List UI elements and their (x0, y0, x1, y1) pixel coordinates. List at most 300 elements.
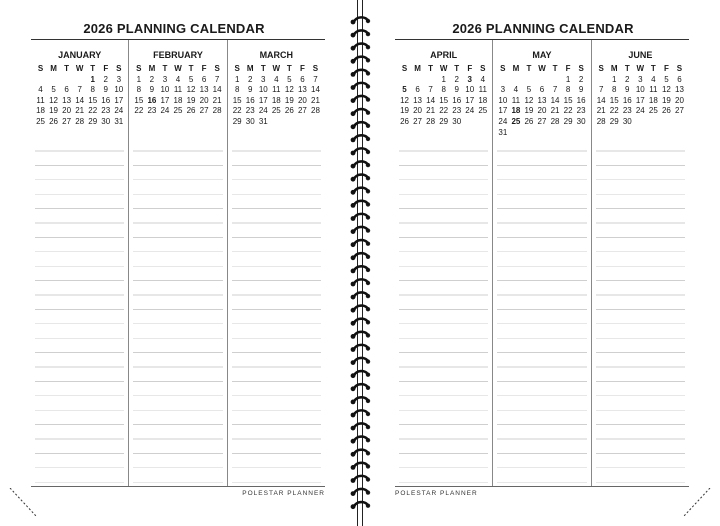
day-of-week-label: T (650, 64, 656, 73)
day-of-week-label: W (439, 64, 448, 73)
binding-coil (351, 227, 371, 234)
day-cell[interactable]: 10 (635, 85, 645, 95)
day-of-week-label: T (162, 64, 168, 73)
day-cell[interactable]: 14 (550, 95, 560, 105)
day-cell[interactable]: 14 (75, 95, 85, 105)
day-of-week-label: T (526, 64, 532, 73)
day-cell[interactable]: 16 (245, 95, 255, 105)
day-cell[interactable]: 21 (75, 106, 85, 116)
day-cell[interactable]: 11 (36, 95, 45, 105)
month-column-2 (128, 40, 226, 486)
day-cell[interactable]: 24 (498, 116, 508, 126)
day-cell[interactable]: 2 (625, 74, 630, 84)
day-cell[interactable]: 20 (537, 106, 547, 116)
day-of-week-label: T (454, 64, 460, 73)
binding-coil (351, 44, 371, 51)
day-cell[interactable]: 20 (297, 95, 307, 105)
binding-coil (351, 240, 371, 247)
day-cell[interactable]: 11 (173, 85, 183, 95)
day-cell[interactable]: 5 (402, 85, 407, 95)
day-of-week-label: T (552, 64, 558, 73)
day-cell[interactable]: 27 (537, 116, 547, 126)
day-cell[interactable]: 16 (622, 95, 632, 105)
day-cell[interactable]: 24 (258, 106, 268, 116)
day-cell[interactable]: 1 (441, 74, 446, 84)
page-title: 2026 PLANNING CALENDAR (83, 21, 265, 36)
empty-day-cell (535, 75, 548, 86)
day-cell[interactable]: 10 (465, 85, 475, 95)
day-cell[interactable]: 1 (234, 74, 240, 84)
day-cell[interactable]: 15 (439, 95, 449, 105)
binding-coil (351, 214, 371, 221)
day-cell[interactable]: 15 (88, 95, 98, 105)
day-cell[interactable]: 30 (622, 116, 632, 126)
day-cell[interactable]: 1 (136, 74, 142, 84)
mini-calendar (493, 64, 590, 138)
day-cell[interactable]: 10 (160, 85, 170, 95)
day-cell[interactable]: 4 (480, 74, 486, 84)
empty-day-cell (496, 75, 509, 86)
day-cell[interactable]: 15 (563, 95, 573, 105)
day-of-week-label: M (148, 64, 156, 73)
empty-day-cell (522, 75, 535, 86)
day-cell[interactable]: 30 (245, 116, 255, 126)
day-cell[interactable]: 3 (638, 74, 643, 84)
day-cell[interactable]: 23 (245, 106, 255, 116)
day-cell[interactable]: 24 (635, 106, 645, 116)
day-cell[interactable]: 31 (498, 127, 508, 137)
writing-lines[interactable] (399, 137, 488, 486)
month-name: JUNE (628, 50, 653, 60)
month-column-3 (227, 40, 325, 486)
day-cell[interactable]: 20 (413, 106, 423, 116)
day-of-week-label: F (467, 64, 473, 73)
month-column-4 (395, 40, 492, 486)
day-cell[interactable]: 14 (426, 95, 436, 105)
day-cell[interactable]: 5 (51, 85, 56, 95)
day-of-week-label: T (188, 64, 194, 73)
day-cell[interactable]: 8 (441, 85, 446, 95)
day-cell[interactable]: 21 (426, 106, 436, 116)
day-cell[interactable]: 14 (596, 95, 606, 105)
day-cell[interactable]: 6 (539, 85, 545, 95)
day-cell[interactable]: 28 (212, 106, 222, 116)
day-of-week-label: W (174, 64, 182, 73)
empty-day-cell (595, 75, 608, 86)
bottom-rule (395, 486, 689, 487)
day-cell[interactable]: 31 (258, 116, 268, 126)
day-cell[interactable]: 7 (552, 85, 558, 95)
binding-coil (351, 70, 371, 77)
day-cell[interactable]: 18 (511, 106, 521, 116)
day-cell[interactable]: 6 (677, 74, 682, 84)
day-of-week-label: M (414, 64, 421, 73)
day-cell[interactable]: 8 (234, 85, 240, 95)
binding-coil (351, 148, 371, 155)
writing-lines[interactable] (35, 137, 124, 486)
day-cell[interactable]: 9 (625, 85, 630, 95)
day-cell[interactable]: 20 (199, 95, 209, 105)
day-of-week-label: F (299, 64, 305, 73)
day-of-week-label: S (312, 64, 319, 73)
binding-coil (351, 463, 371, 470)
binding-coil (351, 279, 371, 286)
day-cell[interactable]: 17 (465, 95, 475, 105)
day-cell[interactable]: 7 (214, 74, 220, 84)
day-cell[interactable]: 18 (648, 95, 658, 105)
day-of-week-label: S (676, 64, 683, 73)
day-cell[interactable]: 3 (500, 85, 506, 95)
day-cell[interactable]: 29 (609, 116, 619, 126)
mini-calendar (395, 64, 492, 128)
day-of-week-label: F (103, 64, 109, 73)
day-cell[interactable]: 5 (664, 74, 669, 84)
day-cell[interactable]: 28 (550, 116, 560, 126)
day-of-week-label: S (598, 64, 604, 73)
day-cell[interactable]: 11 (272, 85, 281, 95)
day-cell[interactable]: 16 (101, 95, 111, 105)
day-cell[interactable]: 5 (526, 85, 532, 95)
day-cell[interactable]: 14 (212, 85, 222, 95)
day-cell[interactable]: 9 (103, 85, 108, 95)
day-cell[interactable]: 2 (248, 74, 253, 84)
day-cell[interactable]: 13 (413, 95, 423, 105)
day-of-week-label: S (136, 64, 142, 73)
day-of-week-label: T (90, 64, 96, 73)
day-cell[interactable]: 8 (565, 85, 571, 95)
month-column-6 (591, 40, 689, 486)
day-cell[interactable]: 9 (578, 85, 584, 95)
day-of-week-label: S (500, 64, 506, 73)
day-of-week-label: T (64, 64, 70, 73)
day-cell[interactable]: 13 (297, 85, 307, 95)
binding-coil (351, 30, 371, 37)
day-cell[interactable]: 22 (232, 106, 242, 116)
day-cell[interactable]: 15 (232, 95, 242, 105)
day-of-week-label: W (636, 64, 645, 73)
day-cell[interactable]: 26 (49, 116, 59, 126)
day-cell[interactable]: 7 (77, 85, 82, 95)
day-cell[interactable]: 3 (162, 74, 168, 84)
day-cell[interactable]: 17 (114, 95, 124, 105)
day-cell[interactable]: 28 (596, 116, 606, 126)
day-cell[interactable]: 7 (598, 85, 604, 95)
day-cell[interactable]: 21 (212, 95, 222, 105)
day-cell[interactable]: 1 (565, 74, 571, 84)
day-cell[interactable]: 15 (134, 95, 144, 105)
binding-coil (351, 306, 371, 313)
day-cell[interactable]: 28 (311, 106, 320, 116)
binding-coil (351, 292, 371, 299)
day-cell[interactable]: 24 (465, 106, 475, 116)
day-cell[interactable]: 19 (400, 106, 409, 116)
day-cell[interactable]: 13 (62, 95, 72, 105)
day-of-week-label: F (565, 64, 571, 73)
day-cell[interactable]: 24 (114, 106, 124, 116)
day-cell[interactable]: 26 (284, 106, 294, 116)
binding-coil (351, 410, 371, 417)
day-cell[interactable]: 30 (576, 116, 586, 126)
day-cell[interactable]: 12 (661, 85, 671, 95)
day-cell[interactable]: 29 (232, 116, 242, 126)
binding-coil (351, 345, 371, 352)
day-cell[interactable]: 19 (186, 95, 196, 105)
day-cell[interactable]: 9 (454, 85, 459, 95)
day-cell[interactable]: 18 (478, 95, 488, 105)
writing-lines[interactable] (497, 137, 586, 486)
binding-coil (351, 397, 371, 404)
day-cell[interactable]: 28 (75, 116, 85, 126)
month-name: APRIL (430, 50, 458, 60)
month-columns (395, 40, 689, 486)
page-title: 2026 PLANNING CALENDAR (452, 21, 634, 36)
day-cell[interactable]: 29 (563, 116, 573, 126)
day-cell[interactable]: 7 (313, 74, 318, 84)
day-of-week-label: M (246, 64, 254, 73)
day-cell[interactable]: 25 (173, 106, 183, 116)
day-cell[interactable]: 20 (62, 106, 72, 116)
day-cell[interactable]: 12 (186, 85, 196, 95)
day-cell[interactable]: 29 (88, 116, 98, 126)
day-cell[interactable]: 10 (498, 95, 508, 105)
day-cell[interactable]: 16 (147, 95, 157, 105)
day-cell[interactable]: 12 (400, 95, 409, 105)
day-cell[interactable]: 25 (36, 116, 45, 126)
day-cell[interactable]: 3 (261, 74, 266, 84)
day-cell[interactable]: 3 (467, 74, 472, 84)
day-cell[interactable]: 16 (576, 95, 586, 105)
day-cell[interactable]: 22 (563, 106, 573, 116)
day-cell[interactable]: 20 (675, 95, 684, 105)
day-cell[interactable]: 26 (524, 116, 534, 126)
day-cell[interactable]: 8 (136, 85, 142, 95)
day-cell[interactable]: 22 (439, 106, 449, 116)
mini-calendar (228, 64, 325, 128)
month-name: MAY (532, 50, 552, 60)
writing-lines[interactable] (232, 137, 321, 486)
empty-day-cell (34, 75, 47, 86)
day-of-week-label: W (538, 64, 546, 73)
binding-coil (351, 371, 371, 378)
day-cell[interactable]: 21 (311, 95, 320, 105)
day-cell[interactable]: 25 (271, 106, 281, 116)
empty-day-cell (549, 75, 562, 86)
binding-coil (351, 319, 371, 326)
day-cell[interactable]: 27 (62, 116, 72, 126)
month-column-5 (492, 40, 590, 486)
day-of-week-label: T (286, 64, 292, 73)
day-cell[interactable]: 22 (88, 106, 98, 116)
day-cell[interactable]: 4 (175, 74, 181, 84)
day-cell[interactable]: 1 (90, 74, 95, 84)
day-cell[interactable]: 31 (114, 116, 124, 126)
day-cell[interactable]: 17 (160, 95, 170, 105)
binding-coil (351, 476, 371, 483)
day-cell[interactable]: 23 (622, 106, 632, 116)
day-of-week-label: W (75, 64, 84, 73)
day-cell[interactable]: 14 (311, 85, 320, 95)
day-cell[interactable]: 21 (550, 106, 560, 116)
day-cell[interactable]: 8 (612, 85, 617, 95)
day-cell[interactable]: 13 (537, 95, 547, 105)
day-cell[interactable]: 10 (114, 85, 124, 95)
brand-footer: POLESTAR PLANNER (395, 490, 478, 497)
month-name: JANUARY (58, 50, 102, 60)
empty-day-cell (47, 75, 60, 86)
day-of-week-label: M (610, 64, 618, 73)
day-cell[interactable]: 12 (284, 85, 294, 95)
empty-day-cell (411, 75, 424, 86)
day-cell[interactable]: 12 (49, 95, 59, 105)
mini-calendar (129, 64, 226, 117)
binding-coil (351, 161, 371, 168)
day-cell[interactable]: 11 (511, 95, 521, 105)
day-cell[interactable]: 4 (513, 85, 519, 95)
binding-coil (351, 489, 371, 496)
day-of-week-label: S (480, 64, 486, 73)
binding-coil (351, 266, 371, 273)
day-cell[interactable]: 18 (36, 106, 45, 116)
day-cell[interactable]: 1 (612, 74, 617, 84)
day-of-week-label: S (214, 64, 220, 73)
day-cell[interactable]: 27 (199, 106, 209, 116)
day-of-week-label: S (401, 64, 408, 73)
binding-coil (351, 175, 371, 182)
day-cell[interactable]: 23 (452, 106, 462, 116)
day-cell[interactable]: 26 (661, 106, 671, 116)
writing-lines[interactable] (596, 137, 685, 486)
day-cell[interactable]: 23 (576, 106, 586, 116)
day-cell[interactable]: 2 (578, 74, 584, 84)
day-cell[interactable]: 27 (413, 116, 423, 126)
day-cell[interactable]: 27 (675, 106, 684, 116)
brand-footer: POLESTAR PLANNER (242, 490, 325, 497)
day-cell[interactable]: 4 (38, 85, 43, 95)
day-of-week-label: T (260, 64, 266, 73)
month-columns (31, 40, 325, 486)
day-cell[interactable]: 13 (675, 85, 684, 95)
empty-day-cell (509, 75, 522, 86)
day-cell[interactable]: 21 (596, 106, 606, 116)
day-cell[interactable]: 30 (101, 116, 111, 126)
day-of-week-label: S (234, 64, 240, 73)
day-of-week-label: S (578, 64, 584, 73)
day-cell[interactable]: 9 (248, 85, 253, 95)
day-cell[interactable]: 27 (297, 106, 307, 116)
day-cell[interactable]: 11 (478, 85, 487, 95)
right-page (363, 0, 720, 526)
day-cell[interactable]: 10 (258, 85, 268, 95)
day-cell[interactable]: 18 (173, 95, 183, 105)
day-of-week-label: T (624, 64, 630, 73)
empty-day-cell (398, 75, 411, 86)
binding-coil (351, 450, 371, 457)
day-cell[interactable]: 22 (609, 106, 619, 116)
binding-coil (351, 332, 371, 339)
binding-coil (351, 437, 371, 444)
day-cell[interactable]: 25 (648, 106, 658, 116)
day-of-week-label: M (512, 64, 520, 73)
day-cell[interactable]: 5 (188, 74, 194, 84)
day-cell[interactable]: 3 (116, 74, 122, 84)
perforated-corner-icon (682, 488, 712, 518)
day-cell[interactable]: 9 (149, 85, 155, 95)
binding-coil (351, 135, 371, 142)
day-cell[interactable]: 8 (90, 85, 95, 95)
day-cell[interactable]: 19 (284, 95, 294, 105)
day-cell[interactable]: 15 (609, 95, 619, 105)
day-cell[interactable]: 30 (452, 116, 462, 126)
day-cell[interactable]: 4 (651, 74, 656, 84)
day-cell[interactable]: 2 (103, 74, 108, 84)
spiral-binding (340, 0, 380, 526)
day-of-week-label: T (428, 64, 434, 73)
day-cell[interactable]: 6 (201, 74, 207, 84)
month-name: FEBRUARY (153, 50, 203, 60)
binding-coil (351, 122, 371, 129)
day-cell[interactable]: 25 (478, 106, 488, 116)
bottom-rule (31, 486, 325, 487)
day-cell[interactable]: 22 (134, 106, 144, 116)
empty-day-cell (60, 75, 73, 86)
day-cell[interactable]: 6 (415, 85, 420, 95)
day-of-week-label: S (116, 64, 122, 73)
binding-coil (351, 83, 371, 90)
day-cell[interactable]: 29 (439, 116, 449, 126)
day-cell[interactable]: 17 (258, 95, 268, 105)
binding-coil (351, 423, 371, 430)
mini-calendar (592, 64, 689, 128)
day-cell[interactable]: 16 (452, 95, 462, 105)
day-cell[interactable]: 12 (524, 95, 534, 105)
day-of-week-label: F (663, 64, 669, 73)
day-cell[interactable]: 25 (511, 116, 521, 126)
day-cell[interactable]: 4 (274, 74, 279, 84)
day-cell[interactable]: 11 (649, 85, 658, 95)
day-cell[interactable]: 13 (199, 85, 209, 95)
day-cell[interactable]: 18 (271, 95, 281, 105)
day-cell[interactable]: 17 (498, 106, 508, 116)
day-cell[interactable]: 26 (186, 106, 196, 116)
day-cell[interactable]: 5 (287, 74, 292, 84)
day-cell[interactable]: 28 (426, 116, 436, 126)
day-cell[interactable]: 19 (524, 106, 534, 116)
day-cell[interactable]: 6 (300, 74, 305, 84)
day-cell[interactable]: 24 (160, 106, 170, 116)
day-of-week-label: M (50, 64, 57, 73)
day-cell[interactable]: 7 (428, 85, 433, 95)
left-page (0, 0, 357, 526)
day-cell[interactable]: 17 (635, 95, 645, 105)
writing-lines[interactable] (133, 137, 222, 486)
day-cell[interactable]: 2 (149, 74, 155, 84)
day-cell[interactable]: 6 (64, 85, 69, 95)
binding-coil (351, 358, 371, 365)
day-cell[interactable]: 23 (147, 106, 157, 116)
day-of-week-label: W (272, 64, 281, 73)
binding-coil (351, 109, 371, 116)
month-column-1 (31, 40, 128, 486)
day-cell[interactable]: 2 (454, 74, 459, 84)
day-cell[interactable]: 26 (400, 116, 409, 126)
day-cell[interactable]: 23 (101, 106, 111, 116)
day-cell[interactable]: 19 (49, 106, 59, 116)
day-cell[interactable]: 19 (661, 95, 671, 105)
binding-coil (351, 57, 371, 64)
binding-coil (351, 253, 371, 260)
perforated-corner-icon (8, 488, 38, 518)
binding-coil (351, 96, 371, 103)
